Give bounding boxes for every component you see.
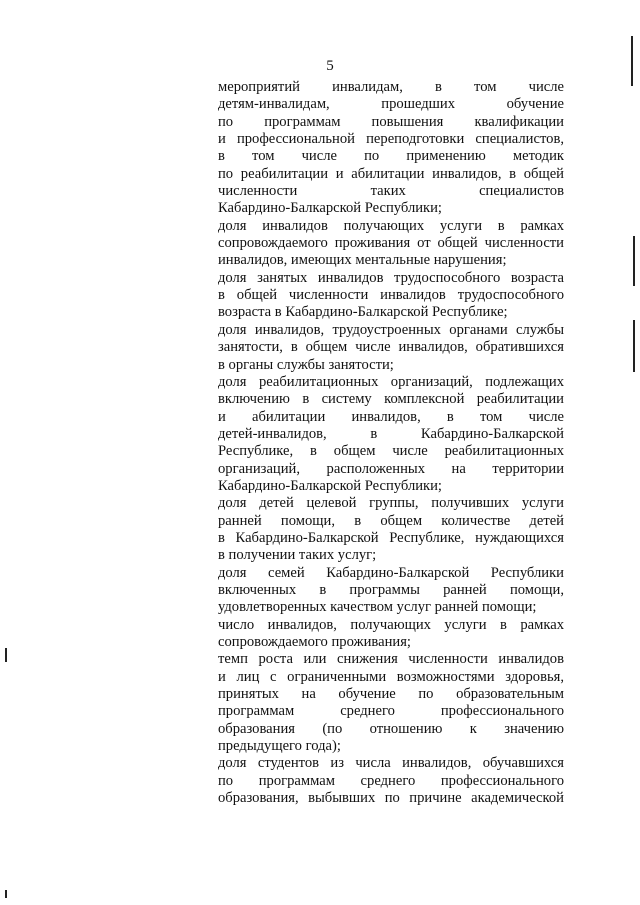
paragraph [218, 651, 564, 755]
text-line: образования (по отношению к значению [218, 720, 564, 737]
document-body [218, 79, 564, 807]
text-line: мероприятий инвалидам, в том числе [218, 79, 564, 95]
text-line: темп роста или снижения численности инвалидов [218, 651, 564, 668]
text-line: по реабилитации и абилитации инвалидов, в общей [218, 165, 564, 182]
text-line: в том числе по применению методик [218, 148, 564, 165]
text-line: и лиц с ограниченными возможностями здоровья, [218, 668, 564, 685]
text-line: в получении таких услуг; [218, 547, 377, 564]
text-line: доля занятых инвалидов трудоспособного возраста [218, 269, 564, 286]
text-line: доля студентов из числа инвалидов, обучавшихся [218, 755, 564, 772]
page-number: 5 [326, 58, 334, 74]
text-line: и профессиональной переподготовки специалистов, [218, 131, 564, 148]
paragraph [218, 79, 564, 218]
text-line: инвалидов, имеющих ментальные нарушения; [218, 252, 507, 269]
paragraph [218, 374, 564, 495]
text-line: занятости, в общем числе инвалидов, обратившихся [218, 339, 564, 356]
scan-edge-mark [633, 236, 635, 286]
text-line: удовлетворенных качеством услуг ранней помощи; [218, 599, 537, 616]
text-line: предыдущего года); [218, 738, 341, 755]
text-line: Кабардино-Балкарской Республики; [218, 200, 442, 217]
text-line: в органы службы занятости; [218, 356, 394, 373]
text-line: сопровождаемого проживания от общей численности [218, 235, 564, 252]
scan-edge-mark [631, 36, 633, 86]
text-line: доля инвалидов, трудоустроенных органами службы [218, 321, 564, 338]
paragraph [218, 322, 564, 374]
text-line: доля семей Кабардино-Балкарской Республики [218, 564, 564, 581]
text-line: и абилитации инвалидов, в том числе [218, 408, 564, 425]
text-line: включению в систему комплексной реабилитации [218, 391, 564, 408]
text-line: программам среднего профессионального [218, 703, 564, 720]
text-line: доля реабилитационных организаций, подлежащих [218, 373, 564, 390]
text-line: включенных в программы ранней помощи, [218, 581, 564, 598]
text-line: по программам повышения квалификации [218, 113, 564, 130]
text-line: численности таких специалистов [218, 183, 564, 200]
text-line: Республике, в общем числе реабилитационных [218, 443, 564, 460]
scan-edge-mark [5, 648, 7, 662]
text-line: по программам среднего профессионального [218, 772, 564, 789]
paragraph [218, 565, 564, 617]
text-line: в общей численности инвалидов трудоспособного [218, 287, 564, 304]
paragraph [218, 495, 564, 564]
paragraph [218, 218, 564, 270]
text-line: в Кабардино-Балкарской Республике, нуждающихся [218, 529, 564, 546]
paragraph [218, 755, 564, 807]
text-line: детей-инвалидов, в Кабардино-Балкарской [218, 425, 564, 442]
text-line: образования, выбывших по причине академической [218, 790, 564, 807]
scan-edge-mark [633, 320, 635, 372]
text-line: доля инвалидов получающих услуги в рамках [218, 217, 564, 234]
text-line: организаций, расположенных на территории [218, 460, 564, 477]
text-line: ранней помощи, в общем количестве детей [218, 512, 564, 529]
scan-edge-mark [5, 890, 7, 898]
text-line: принятых на обучение по образовательным [218, 686, 564, 703]
text-line: возраста в Кабардино-Балкарской Республике; [218, 304, 508, 321]
paragraph [218, 617, 564, 652]
paragraph [218, 270, 564, 322]
text-line: Кабардино-Балкарской Республики; [218, 477, 442, 494]
text-line: число инвалидов, получающих услуги в рамках [218, 616, 564, 633]
text-line: доля детей целевой группы, получивших услуги [218, 495, 564, 512]
text-line: сопровождаемого проживания; [218, 634, 411, 650]
text-line: детям-инвалидам, прошедших обучение [218, 96, 564, 113]
